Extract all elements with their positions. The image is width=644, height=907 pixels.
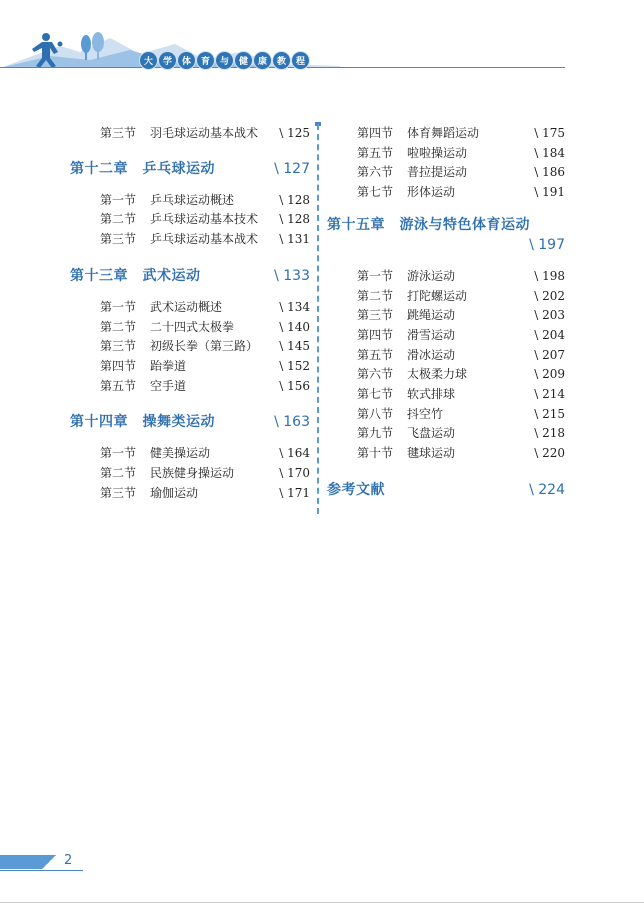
section-title: 武术运动概述 [150,299,223,314]
chapter-title-row [327,215,565,235]
title-char: 大 [140,52,157,69]
page-bottom-rule [0,902,644,903]
book-title [140,52,309,69]
section-page: \ 156 [279,378,310,393]
section-title: 毽球运动 [407,446,456,461]
toc-section[interactable] [327,424,565,444]
section-title: 滑雪运动 [407,327,456,342]
section-page: \ 204 [534,327,565,342]
toc-section[interactable] [70,464,310,484]
section-page: \ 214 [534,387,565,402]
footer-bar-tip [42,855,56,869]
section-number: 第一节 [100,192,137,207]
section-page: \ 207 [534,347,565,362]
section-page: \ 209 [534,367,565,382]
section-page: \ 164 [279,446,310,461]
toc-section[interactable] [70,444,310,464]
toc-section[interactable] [70,484,310,504]
section-page: \ 125 [279,126,310,140]
title-char: 程 [292,52,309,69]
section-page: \ 203 [534,308,565,323]
section-title: 抖空竹 [407,406,444,421]
title-char: 与 [216,52,233,69]
section-number: 第六节 [357,165,394,180]
section-title: 体育舞蹈运动 [407,126,480,140]
section-number: 第二节 [100,466,137,481]
section-title: 游泳运动 [407,268,456,283]
section-title: 乒乓球运动基本技术 [150,212,259,227]
section-title: 跳绳运动 [407,308,456,323]
section-number: 第五节 [100,378,137,393]
section-title: 太极柔力球 [407,367,468,382]
chapter-title: 第十三章 武术运动 [70,267,201,284]
section-page: \ 171 [279,485,310,500]
section-page: \ 220 [534,446,565,461]
toc-section[interactable] [327,385,565,405]
toc-section[interactable] [327,306,565,326]
references-title: 参考文献 [327,481,385,498]
chapter-title: 第十五章 游泳与特色体育运动 [327,216,530,233]
toc-section[interactable] [327,346,565,366]
toc-chapter[interactable] [70,266,310,286]
footer-rule [0,870,83,871]
toc-section[interactable] [327,124,565,144]
section-number: 第一节 [100,446,137,461]
section-page: \ 191 [534,185,565,200]
section-number: 第五节 [357,145,394,160]
section-title: 跆拳道 [150,358,187,373]
toc-section[interactable] [327,144,565,164]
title-char: 康 [254,52,271,69]
title-char: 健 [235,52,252,69]
section-page: \ 198 [534,268,565,283]
section-title: 空手道 [150,378,187,393]
section-title: 初级长拳（第三路） [150,339,259,354]
toc-chapter[interactable] [327,215,565,255]
section-title: 形体运动 [407,185,456,200]
section-title: 乒乓球运动基本战术 [150,232,259,247]
toc-left-column [70,118,310,503]
section-number: 第三节 [100,232,137,247]
chapter-title: 第十二章 乒乓球运动 [70,160,215,177]
page-header [0,0,644,80]
chapter-page: \ 163 [274,414,310,431]
toc-section[interactable] [70,357,310,377]
section-page: \ 202 [534,288,565,303]
section-number: 第五节 [357,347,394,362]
chapter-title: 第十四章 操舞类运动 [70,414,215,431]
section-page: \ 218 [534,426,565,441]
section-page: \ 186 [534,165,565,180]
section-page: \ 128 [279,192,310,207]
section-number: 第六节 [357,367,394,382]
section-page: \ 170 [279,466,310,481]
title-char: 教 [273,52,290,69]
chapter-page: \ 197 [529,236,565,253]
section-number: 第三节 [357,308,394,323]
toc-chapter[interactable] [70,412,310,432]
title-char: 学 [159,52,176,69]
section-number: 第四节 [100,358,137,373]
section-number: 第七节 [357,387,394,402]
section-page: \ 140 [279,319,310,334]
toc-section[interactable] [327,326,565,346]
section-title: 打陀螺运动 [407,288,468,303]
toc-section[interactable] [70,124,310,144]
chapter-page: \ 127 [274,160,310,177]
toc-section[interactable] [70,191,310,211]
section-number: 第四节 [357,126,394,140]
section-title: 滑冰运动 [407,347,456,362]
column-divider [317,124,319,514]
section-page: \ 152 [279,358,310,373]
section-number: 第二节 [357,288,394,303]
toc-section[interactable] [70,318,310,338]
section-title: 羽毛球运动基本战术 [150,126,259,140]
toc-references[interactable] [327,480,565,500]
section-number: 第二节 [100,212,137,227]
section-number: 第三节 [100,485,137,500]
toc-section[interactable] [327,287,565,307]
section-title: 乒乓球运动概述 [150,192,235,207]
section-page: \ 134 [279,299,310,314]
page-number: 2 [64,853,73,868]
section-title: 民族健身操运动 [150,466,235,481]
title-char: 育 [197,52,214,69]
section-number: 第七节 [357,185,394,200]
section-title: 普拉提运动 [407,165,468,180]
toc-chapter[interactable] [70,159,310,179]
section-number: 第九节 [357,426,394,441]
section-number: 第八节 [357,406,394,421]
section-number: 第十节 [357,446,394,461]
toc-section[interactable] [327,405,565,425]
section-number: 第四节 [357,327,394,342]
section-title: 飞盘运动 [407,426,456,441]
section-number: 第三节 [100,339,137,354]
section-number: 第二节 [100,319,137,334]
section-page: \ 175 [534,126,565,140]
toc-section[interactable] [327,267,565,287]
toc-section[interactable] [327,365,565,385]
section-page: \ 215 [534,406,565,421]
footer-bar [0,855,42,869]
section-number: 第三节 [100,126,137,140]
section-page: \ 184 [534,145,565,160]
section-title: 健美操运动 [150,446,211,461]
section-title: 二十四式太极拳 [150,319,235,334]
title-char: 体 [178,52,195,69]
toc-section[interactable] [70,337,310,357]
section-page: \ 131 [279,232,310,247]
section-page: \ 128 [279,212,310,227]
toc-section[interactable] [70,210,310,230]
toc-right-column [327,118,565,500]
toc-section[interactable] [327,183,565,203]
section-title: 瑜伽运动 [150,485,199,500]
toc-section[interactable] [70,377,310,397]
toc-section[interactable] [70,230,310,250]
references-page: \ 224 [529,481,565,498]
section-title: 软式排球 [407,387,456,402]
toc-section[interactable] [327,163,565,183]
section-number: 第一节 [100,299,137,314]
section-number: 第一节 [357,268,394,283]
section-page: \ 145 [279,339,310,354]
chapter-page: \ 133 [274,267,310,284]
section-title: 啦啦操运动 [407,145,468,160]
toc-section[interactable] [327,444,565,464]
toc-section[interactable] [70,298,310,318]
